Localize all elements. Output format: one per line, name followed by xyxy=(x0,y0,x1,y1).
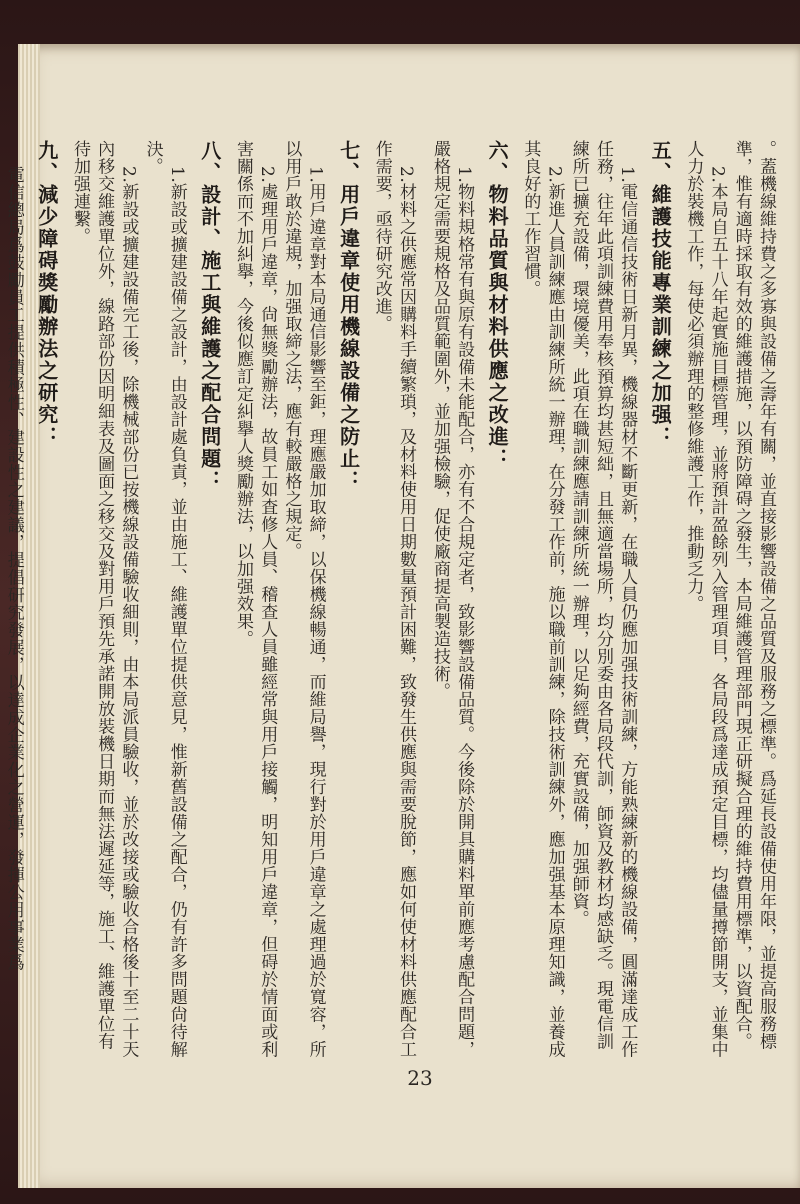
list-item: 1.新設或擴建設備之設計，由設計處負責，並由施工、維護單位提供意見，惟新舊設備之配合，仍有許多問題尙待解決。 xyxy=(142,140,187,1058)
text-columns xyxy=(3,140,778,1060)
list-item: 2.材料之供應常因購料手續繁瑣，及材料使用日期數量預計困難，致發生供應與需要脫節，應如何使材料供應配合工作需要，亟待研究改進。 xyxy=(371,140,416,1058)
list-item: 1.物料規格常有與原有設備未能配合，亦有不合規定者，致影響設備品質。今後除於開具購料單前應考慮配合問題，嚴格規定需要規格及品質範圍外，並加强檢驗，促使廠商提高製造技術。 xyxy=(429,140,475,1058)
left-column xyxy=(3,140,418,1060)
section-5-heading: 五、維護技能專業訓練之加强： xyxy=(648,140,673,448)
right-column xyxy=(429,140,778,1060)
page-number: 23 xyxy=(407,1066,433,1090)
section-9-heading: 九、減少障碍獎勵辦法之研究： xyxy=(34,140,59,448)
list-item: 2.新設或擴建設備完工後，除機械部份已按機線設備驗收細則，由本局派員驗收，並於改接或驗收合格後十至二十天內移交維護單位外，線路部份因明細表及圖面之移交及對用戶預先承諾開放裝機日期而無法遲延等，施工、維護單位有待加强連繫。 xyxy=(69,140,139,1058)
section-9-paragraph: 電信總局爲鼓勵員工提供積極性、建設性之建議，提倡研究發展，以達成企業化之營運，發揮公用事業爲 xyxy=(3,165,24,971)
intro-paragraph: 。蓋機線維持費之多寡與設備之壽年有關，並直接影響設備之品質及服務之標準。爲延長設備使用年限，並提高服務標準，惟有適時採取有效的維護措施，以預防障碍之發生，本局維護管理部門現正研擬合理的維持費用標準，以資配合。 xyxy=(731,140,776,1050)
section-7-heading: 七、用戶違章使用機線設備之防止： xyxy=(336,140,361,492)
section-6-heading: 六、物料品質與材料供應之改進： xyxy=(485,140,510,470)
list-item: 1.用戶違章對本局通信影響至鉅，理應嚴加取締，以保機線暢通，而維局譽，現行對於用戶違章之處理過於寬容，所以用戶敢於違規，加强取締之法，應有較嚴格之規定。 xyxy=(281,140,326,1058)
list-item: 1.電信通信技術日新月異，機線器材不斷更新，在職人員仍應加强技術訓練，方能熟練新的機線設備，圓滿達成工作任務，往年此項訓練費用奉核預算均甚短絀，且無適當場所，均分別委由各局段代訓，師資及教材均感缺乏。現電信訓練所已擴充設備，環境優美，此項在職訓練應請訓練所統一辦理，以足夠經費，充實設備，加强師資。 xyxy=(568,140,638,1058)
list-item: 2.本局自五十八年起實施目標管理，並將預計盈餘列入管理項目，各局段爲達成預定目標，均儘量撙節開支，並集中人力於裝機工作，每使必須辦理的整修維護工作，推動乏力。 xyxy=(683,140,728,1058)
list-item: 2.新進人員訓練應由訓練所統一辦理，在分發工作前，施以職前訓練，除技術訓練外，應加强基本原理知識，並養成其良好的工作習慣。 xyxy=(520,140,565,1058)
section-8-heading: 八、設計、施工與維護之配合問題： xyxy=(197,140,222,492)
list-item: 2.處理用戶違章，尙無獎勵辦法，故員工如査修人員、稽查人員雖經常與用戶接觸，明知用戶違章，但碍於情面或利害關係而不加糾擧，今後似應訂定糾擧人獎勵辦法，以加强效果。 xyxy=(232,140,278,1058)
